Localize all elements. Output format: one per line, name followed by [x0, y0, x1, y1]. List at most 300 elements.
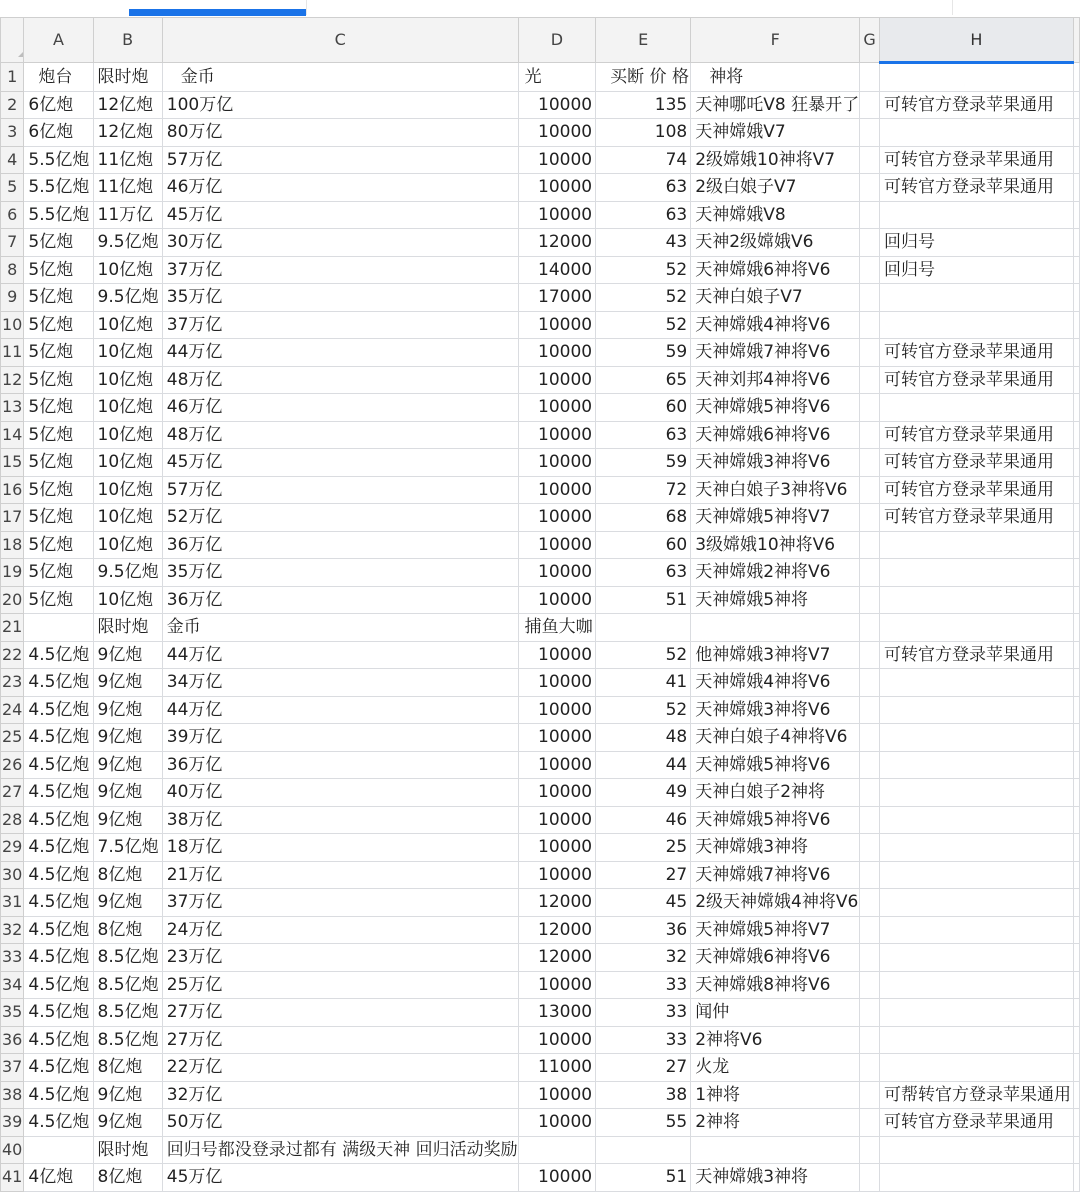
cell-e[interactable]: 44	[596, 751, 691, 779]
cell-e[interactable]: 32	[596, 944, 691, 972]
cell-h[interactable]: 可转官方登录苹果通用	[880, 91, 1074, 119]
cell-e[interactable]: 33	[596, 971, 691, 999]
cell-b[interactable]: 11万亿	[93, 201, 162, 229]
cell-b[interactable]: 9亿炮	[93, 696, 162, 724]
cell-d[interactable]: 10000	[518, 641, 596, 669]
cell-b[interactable]: 9.5亿炮	[93, 559, 162, 587]
cell-e[interactable]: 33	[596, 999, 691, 1027]
cell-d[interactable]: 11000	[518, 1054, 596, 1082]
cell-c[interactable]: 80万亿	[162, 119, 518, 147]
cell-g[interactable]	[860, 806, 880, 834]
cell-e[interactable]: 41	[596, 669, 691, 697]
cell-e[interactable]: 48	[596, 724, 691, 752]
cell-overflow[interactable]	[1073, 174, 1079, 202]
cell-h[interactable]	[880, 916, 1074, 944]
cell-f[interactable]: 天神嫦娥4神将V6	[691, 669, 860, 697]
cell-h[interactable]: 可转官方登录苹果通用	[880, 504, 1074, 532]
cell-g[interactable]	[860, 366, 880, 394]
cell-g[interactable]	[860, 724, 880, 752]
row-header[interactable]: 11	[1, 339, 24, 367]
cell-c[interactable]: 100万亿	[162, 91, 518, 119]
row-header[interactable]: 38	[1, 1081, 24, 1109]
cell-e[interactable]: 45	[596, 889, 691, 917]
cell-overflow[interactable]	[1073, 971, 1079, 999]
cell-b[interactable]: 10亿炮	[93, 421, 162, 449]
cell-e[interactable]: 63	[596, 421, 691, 449]
cell-f[interactable]: 天神2级嫦娥V6	[691, 229, 860, 257]
cell-h[interactable]	[880, 806, 1074, 834]
cell-overflow[interactable]	[1073, 889, 1079, 917]
cell-c[interactable]: 46万亿	[162, 174, 518, 202]
cell-h[interactable]	[880, 669, 1074, 697]
cell-f[interactable]: 天神白娘子2神将	[691, 779, 860, 807]
cell-b[interactable]: 8亿炮	[93, 1164, 162, 1192]
cell-e[interactable]: 27	[596, 1054, 691, 1082]
cell-d[interactable]: 10000	[518, 201, 596, 229]
cell-overflow[interactable]	[1073, 119, 1079, 147]
cell-overflow[interactable]	[1073, 1164, 1079, 1192]
cell-b[interactable]: 9亿炮	[93, 806, 162, 834]
cell-d[interactable]: 13000	[518, 999, 596, 1027]
cell-c[interactable]: 37万亿	[162, 889, 518, 917]
cell-overflow[interactable]	[1073, 1081, 1079, 1109]
cell-a[interactable]: 5亿炮	[24, 476, 93, 504]
cell-e[interactable]: 68	[596, 504, 691, 532]
cell-e[interactable]: 36	[596, 916, 691, 944]
cell-a[interactable]: 6亿炮	[24, 91, 93, 119]
cell-a[interactable]: 6亿炮	[24, 119, 93, 147]
cell-f[interactable]: 天神哪吒V8 狂暴开了	[691, 91, 860, 119]
cell-b[interactable]: 9.5亿炮	[93, 284, 162, 312]
cell-d[interactable]: 10000	[518, 779, 596, 807]
cell-e[interactable]: 60	[596, 394, 691, 422]
cell-d[interactable]: 10000	[518, 174, 596, 202]
cell-f[interactable]: 天神刘邦4神将V6	[691, 366, 860, 394]
cell-d[interactable]: 10000	[518, 1081, 596, 1109]
cell-f[interactable]: 火龙	[691, 1054, 860, 1082]
cell-f[interactable]: 天神嫦娥5神将V6	[691, 751, 860, 779]
cell-c[interactable]: 24万亿	[162, 916, 518, 944]
cell-g[interactable]	[860, 834, 880, 862]
cell-a[interactable]: 5.5亿炮	[24, 201, 93, 229]
cell-g[interactable]	[860, 586, 880, 614]
cell-f[interactable]: 天神嫦娥6神将V6	[691, 944, 860, 972]
row-header[interactable]: 15	[1, 449, 24, 477]
cell-a[interactable]: 5亿炮	[24, 586, 93, 614]
cell-d[interactable]: 10000	[518, 586, 596, 614]
cell-a[interactable]: 4.5亿炮	[24, 1054, 93, 1082]
cell-b[interactable]: 10亿炮	[93, 586, 162, 614]
cell-d[interactable]: 10000	[518, 559, 596, 587]
cell-overflow[interactable]	[1073, 63, 1079, 92]
cell-b[interactable]: 9亿炮	[93, 641, 162, 669]
cell-e[interactable]	[596, 1136, 691, 1164]
cell-d[interactable]: 10000	[518, 834, 596, 862]
cell-overflow[interactable]	[1073, 504, 1079, 532]
cell-g[interactable]	[860, 669, 880, 697]
cell-a[interactable]	[24, 1136, 93, 1164]
cell-h[interactable]	[880, 311, 1074, 339]
cell-g[interactable]	[860, 971, 880, 999]
cell-a[interactable]: 4.5亿炮	[24, 779, 93, 807]
cell-c[interactable]: 44万亿	[162, 696, 518, 724]
cell-f[interactable]: 2级天神嫦娥4神将V6	[691, 889, 860, 917]
row-header[interactable]: 39	[1, 1109, 24, 1137]
row-header[interactable]: 1	[1, 63, 24, 92]
cell-h[interactable]	[880, 861, 1074, 889]
cell-f[interactable]: 天神嫦娥5神将V7	[691, 504, 860, 532]
cell-e[interactable]: 60	[596, 531, 691, 559]
cell-g[interactable]	[860, 531, 880, 559]
row-header[interactable]: 40	[1, 1136, 24, 1164]
cell-overflow[interactable]	[1073, 1026, 1079, 1054]
cell-overflow[interactable]	[1073, 944, 1079, 972]
cell-c[interactable]: 37万亿	[162, 256, 518, 284]
cell-g[interactable]	[860, 91, 880, 119]
cell-h[interactable]	[880, 201, 1074, 229]
cell-c[interactable]: 25万亿	[162, 971, 518, 999]
cell-c[interactable]: 36万亿	[162, 531, 518, 559]
cell-h[interactable]	[880, 999, 1074, 1027]
cell-h[interactable]	[880, 614, 1074, 642]
cell-h[interactable]	[880, 696, 1074, 724]
cell-d[interactable]: 10000	[518, 421, 596, 449]
cell-g[interactable]	[860, 861, 880, 889]
cell-d[interactable]: 10000	[518, 146, 596, 174]
active-sheet-tab-indicator[interactable]	[129, 9, 306, 16]
cell-f[interactable]: 2神将	[691, 1109, 860, 1137]
cell-d[interactable]: 10000	[518, 971, 596, 999]
cell-c[interactable]: 38万亿	[162, 806, 518, 834]
cell-overflow[interactable]	[1073, 256, 1079, 284]
cell-e[interactable]: 108	[596, 119, 691, 147]
column-header-d[interactable]: D	[518, 18, 596, 63]
cell-e[interactable]: 65	[596, 366, 691, 394]
row-header[interactable]: 5	[1, 174, 24, 202]
cell-g[interactable]	[860, 174, 880, 202]
cell-c[interactable]: 57万亿	[162, 476, 518, 504]
cell-a[interactable]: 4.5亿炮	[24, 971, 93, 999]
cell-c[interactable]: 35万亿	[162, 559, 518, 587]
cell-a[interactable]: 5亿炮	[24, 504, 93, 532]
cell-h[interactable]: 回归号	[880, 229, 1074, 257]
cell-c[interactable]: 35万亿	[162, 284, 518, 312]
row-header[interactable]: 17	[1, 504, 24, 532]
cell-b[interactable]: 9亿炮	[93, 1109, 162, 1137]
cell-c[interactable]: 37万亿	[162, 311, 518, 339]
cell-b[interactable]: 10亿炮	[93, 476, 162, 504]
cell-a[interactable]: 4亿炮	[24, 1164, 93, 1192]
cell-g[interactable]	[860, 256, 880, 284]
row-header[interactable]: 27	[1, 779, 24, 807]
cell-b[interactable]: 8亿炮	[93, 916, 162, 944]
row-header[interactable]: 16	[1, 476, 24, 504]
cell-g[interactable]	[860, 614, 880, 642]
cell-a[interactable]: 4.5亿炮	[24, 641, 93, 669]
column-header-b[interactable]: B	[93, 18, 162, 63]
cell-g[interactable]	[860, 696, 880, 724]
cell-a[interactable]: 5亿炮	[24, 531, 93, 559]
cell-f[interactable]: 天神嫦娥4神将V6	[691, 311, 860, 339]
cell-f[interactable]: 天神白娘子4神将V6	[691, 724, 860, 752]
cell-h[interactable]	[880, 834, 1074, 862]
cell-g[interactable]	[860, 339, 880, 367]
cell-b[interactable]: 10亿炮	[93, 256, 162, 284]
cell-b[interactable]: 10亿炮	[93, 311, 162, 339]
cell-h[interactable]: 可转官方登录苹果通用	[880, 476, 1074, 504]
cell-c[interactable]: 金币	[162, 614, 518, 642]
cell-c[interactable]: 52万亿	[162, 504, 518, 532]
cell-e[interactable]: 27	[596, 861, 691, 889]
cell-d[interactable]: 光	[518, 63, 596, 92]
cell-d[interactable]: 10000	[518, 394, 596, 422]
cell-h[interactable]: 可转官方登录苹果通用	[880, 174, 1074, 202]
cell-b[interactable]: 11亿炮	[93, 146, 162, 174]
cell-overflow[interactable]	[1073, 999, 1079, 1027]
cell-g[interactable]	[860, 146, 880, 174]
cell-b[interactable]: 8亿炮	[93, 861, 162, 889]
cell-c[interactable]: 金币	[162, 63, 518, 92]
cell-a[interactable]: 4.5亿炮	[24, 806, 93, 834]
cell-h[interactable]	[880, 119, 1074, 147]
cell-overflow[interactable]	[1073, 366, 1079, 394]
cell-a[interactable]: 4.5亿炮	[24, 1081, 93, 1109]
cell-c[interactable]: 45万亿	[162, 449, 518, 477]
cell-c[interactable]: 34万亿	[162, 669, 518, 697]
cell-b[interactable]: 12亿炮	[93, 119, 162, 147]
row-header[interactable]: 18	[1, 531, 24, 559]
row-header[interactable]: 41	[1, 1164, 24, 1192]
cell-c[interactable]: 44万亿	[162, 339, 518, 367]
cell-a[interactable]: 5.5亿炮	[24, 174, 93, 202]
row-header[interactable]: 10	[1, 311, 24, 339]
cell-c[interactable]: 46万亿	[162, 394, 518, 422]
row-header[interactable]: 34	[1, 971, 24, 999]
cell-b[interactable]: 限时炮	[93, 1136, 162, 1164]
cell-f[interactable]: 天神嫦娥5神将	[691, 586, 860, 614]
cell-d[interactable]	[518, 1136, 596, 1164]
cell-c[interactable]: 22万亿	[162, 1054, 518, 1082]
cell-c[interactable]: 21万亿	[162, 861, 518, 889]
row-header[interactable]: 20	[1, 586, 24, 614]
cell-b[interactable]: 12亿炮	[93, 91, 162, 119]
cell-f[interactable]: 天神嫦娥6神将V6	[691, 256, 860, 284]
cell-d[interactable]: 12000	[518, 944, 596, 972]
cell-h[interactable]: 可转官方登录苹果通用	[880, 421, 1074, 449]
cell-g[interactable]	[860, 641, 880, 669]
cell-g[interactable]	[860, 201, 880, 229]
cell-e[interactable]: 25	[596, 834, 691, 862]
cell-a[interactable]: 炮台	[24, 63, 93, 92]
cell-a[interactable]: 4.5亿炮	[24, 669, 93, 697]
cell-a[interactable]: 4.5亿炮	[24, 834, 93, 862]
cell-b[interactable]: 限时炮	[93, 63, 162, 92]
cell-f[interactable]: 天神嫦娥3神将	[691, 834, 860, 862]
cell-b[interactable]: 11亿炮	[93, 174, 162, 202]
cell-f[interactable]: 天神嫦娥V7	[691, 119, 860, 147]
cell-e[interactable]: 52	[596, 641, 691, 669]
cell-f[interactable]: 1神将	[691, 1081, 860, 1109]
cell-b[interactable]: 10亿炮	[93, 449, 162, 477]
row-header[interactable]: 19	[1, 559, 24, 587]
cell-overflow[interactable]	[1073, 751, 1079, 779]
cell-f[interactable]: 2级嫦娥10神将V7	[691, 146, 860, 174]
cell-overflow[interactable]	[1073, 559, 1079, 587]
cell-a[interactable]: 4.5亿炮	[24, 889, 93, 917]
cell-g[interactable]	[860, 999, 880, 1027]
cell-e[interactable]: 52	[596, 256, 691, 284]
cell-h[interactable]: 可转官方登录苹果通用	[880, 1109, 1074, 1137]
cell-h[interactable]	[880, 586, 1074, 614]
cell-b[interactable]: 10亿炮	[93, 504, 162, 532]
cell-f[interactable]	[691, 1136, 860, 1164]
cell-h[interactable]	[880, 284, 1074, 312]
cell-g[interactable]	[860, 504, 880, 532]
cell-b[interactable]: 8亿炮	[93, 1054, 162, 1082]
cell-d[interactable]: 12000	[518, 229, 596, 257]
cell-e[interactable]: 135	[596, 91, 691, 119]
cell-h[interactable]	[880, 1054, 1074, 1082]
cell-c[interactable]: 48万亿	[162, 421, 518, 449]
cell-c[interactable]: 50万亿	[162, 1109, 518, 1137]
cell-h[interactable]	[880, 1026, 1074, 1054]
cell-e[interactable]: 63	[596, 174, 691, 202]
row-header[interactable]: 6	[1, 201, 24, 229]
cell-d[interactable]: 10000	[518, 1109, 596, 1137]
cell-d[interactable]: 10000	[518, 669, 596, 697]
cell-h[interactable]: 可转官方登录苹果通用	[880, 366, 1074, 394]
cell-g[interactable]	[860, 944, 880, 972]
cell-d[interactable]: 10000	[518, 751, 596, 779]
cell-f[interactable]: 天神白娘子3神将V6	[691, 476, 860, 504]
cell-h[interactable]	[880, 971, 1074, 999]
cell-e[interactable]: 33	[596, 1026, 691, 1054]
cell-overflow[interactable]	[1073, 1136, 1079, 1164]
cell-e[interactable]: 72	[596, 476, 691, 504]
cell-g[interactable]	[860, 394, 880, 422]
cell-a[interactable]: 5亿炮	[24, 229, 93, 257]
cell-c[interactable]: 36万亿	[162, 586, 518, 614]
cell-f[interactable]: 2神将V6	[691, 1026, 860, 1054]
cell-b[interactable]: 9亿炮	[93, 779, 162, 807]
cell-b[interactable]: 9.5亿炮	[93, 229, 162, 257]
cell-overflow[interactable]	[1073, 229, 1079, 257]
cell-a[interactable]: 4.5亿炮	[24, 751, 93, 779]
cell-a[interactable]: 5亿炮	[24, 339, 93, 367]
cell-h[interactable]	[880, 559, 1074, 587]
cell-g[interactable]	[860, 916, 880, 944]
cell-f[interactable]: 3级嫦娥10神将V6	[691, 531, 860, 559]
cell-g[interactable]	[860, 1026, 880, 1054]
cell-overflow[interactable]	[1073, 669, 1079, 697]
cell-h[interactable]	[880, 889, 1074, 917]
cell-b[interactable]: 10亿炮	[93, 339, 162, 367]
cell-c[interactable]: 36万亿	[162, 751, 518, 779]
cell-h[interactable]	[880, 779, 1074, 807]
cell-d[interactable]: 10000	[518, 806, 596, 834]
column-header-h[interactable]: H	[880, 18, 1074, 63]
cell-a[interactable]: 5亿炮	[24, 311, 93, 339]
row-header[interactable]: 26	[1, 751, 24, 779]
cell-c[interactable]: 39万亿	[162, 724, 518, 752]
cell-f[interactable]: 天神嫦娥2神将V6	[691, 559, 860, 587]
cell-overflow[interactable]	[1073, 311, 1079, 339]
cell-overflow[interactable]	[1073, 834, 1079, 862]
cell-a[interactable]: 4.5亿炮	[24, 944, 93, 972]
row-header[interactable]: 29	[1, 834, 24, 862]
cell-e[interactable]: 买断 价 格	[596, 63, 691, 92]
cell-c[interactable]: 40万亿	[162, 779, 518, 807]
row-header[interactable]: 28	[1, 806, 24, 834]
cell-e[interactable]: 51	[596, 1164, 691, 1192]
cell-overflow[interactable]	[1073, 779, 1079, 807]
cell-g[interactable]	[860, 63, 880, 92]
cell-e[interactable]: 46	[596, 806, 691, 834]
cell-g[interactable]	[860, 779, 880, 807]
cell-b[interactable]: 9亿炮	[93, 1081, 162, 1109]
column-header-c[interactable]: C	[162, 18, 518, 63]
row-header[interactable]: 31	[1, 889, 24, 917]
cell-e[interactable]: 59	[596, 339, 691, 367]
cell-g[interactable]	[860, 1164, 880, 1192]
cell-c[interactable]: 57万亿	[162, 146, 518, 174]
cell-b[interactable]: 8.5亿炮	[93, 971, 162, 999]
cell-e[interactable]: 43	[596, 229, 691, 257]
cell-d[interactable]: 10000	[518, 531, 596, 559]
cell-f[interactable]	[691, 614, 860, 642]
cell-e[interactable]: 52	[596, 696, 691, 724]
row-header[interactable]: 36	[1, 1026, 24, 1054]
cell-h[interactable]: 可转官方登录苹果通用	[880, 146, 1074, 174]
cell-a[interactable]: 5亿炮	[24, 366, 93, 394]
cell-a[interactable]: 4.5亿炮	[24, 916, 93, 944]
cell-a[interactable]: 4.5亿炮	[24, 724, 93, 752]
cell-b[interactable]: 9亿炮	[93, 669, 162, 697]
cell-f[interactable]: 天神嫦娥3神将V6	[691, 449, 860, 477]
cell-b[interactable]: 9亿炮	[93, 724, 162, 752]
cell-e[interactable]: 51	[596, 586, 691, 614]
cell-b[interactable]: 7.5亿炮	[93, 834, 162, 862]
cell-c[interactable]: 45万亿	[162, 1164, 518, 1192]
cell-d[interactable]: 10000	[518, 504, 596, 532]
cell-h[interactable]	[880, 724, 1074, 752]
row-header[interactable]: 24	[1, 696, 24, 724]
cell-g[interactable]	[860, 751, 880, 779]
cell-a[interactable]: 5亿炮	[24, 256, 93, 284]
cell-a[interactable]: 5亿炮	[24, 559, 93, 587]
cell-g[interactable]	[860, 1054, 880, 1082]
cell-f[interactable]: 天神嫦娥7神将V6	[691, 339, 860, 367]
select-all-corner[interactable]	[1, 18, 24, 63]
cell-g[interactable]	[860, 559, 880, 587]
cell-overflow[interactable]	[1073, 339, 1079, 367]
cell-c[interactable]: 27万亿	[162, 999, 518, 1027]
cell-g[interactable]	[860, 119, 880, 147]
cell-h[interactable]: 可转官方登录苹果通用	[880, 339, 1074, 367]
cell-b[interactable]: 10亿炮	[93, 366, 162, 394]
column-header-e[interactable]: E	[596, 18, 691, 63]
cell-f[interactable]: 闻仲	[691, 999, 860, 1027]
row-header[interactable]: 32	[1, 916, 24, 944]
cell-d[interactable]: 10000	[518, 91, 596, 119]
row-header[interactable]: 22	[1, 641, 24, 669]
cell-b[interactable]: 10亿炮	[93, 531, 162, 559]
cell-f[interactable]: 天神嫦娥5神将V6	[691, 806, 860, 834]
cell-overflow[interactable]	[1073, 1054, 1079, 1082]
cell-e[interactable]: 55	[596, 1109, 691, 1137]
cell-overflow[interactable]	[1073, 394, 1079, 422]
cell-a[interactable]: 5.5亿炮	[24, 146, 93, 174]
